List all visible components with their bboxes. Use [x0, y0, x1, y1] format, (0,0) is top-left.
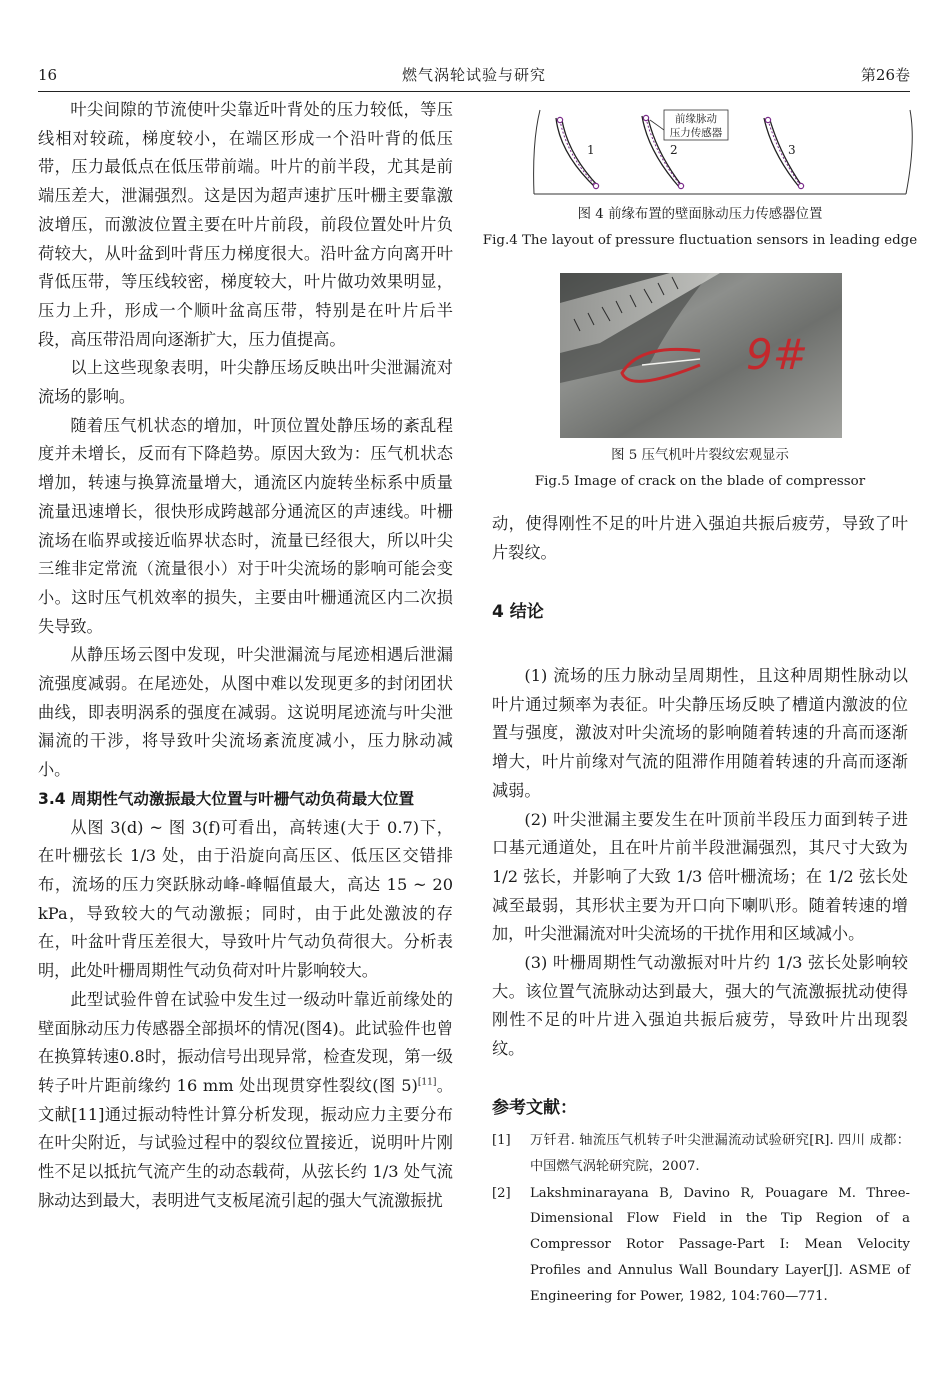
conclusions-list: [492, 662, 908, 1064]
left-column: [38, 96, 453, 1215]
figure-5-caption-cn: 图 5 压气机叶片裂纹宏观显示: [611, 448, 789, 463]
figure-4-caption-en: Fig.4 The layout of pressure fluctuation sensors in leading edge: [482, 233, 918, 248]
citation-superscript: [11]: [417, 1077, 437, 1088]
section-heading-conclusion: 4 结论: [492, 602, 544, 622]
paragraph-static-field-summary: 以上这些现象表明，叶尖静压场反映出叶尖泄漏流对流场的影响。: [38, 358, 453, 407]
paragraph-wake-interaction: 从静压场云图中发现，叶尖泄漏流与尾迹相遇后泄漏流强度减弱。在尾迹处，从图中难以发现更多的封闭团状曲线，即表明涡系的强度在减弱。这说明尾迹流与叶尖泄漏流的干涉，将导致叶尖流场紊流度减小，压力脉动减小。: [38, 645, 453, 780]
header-divider: [38, 91, 910, 92]
figure-4-sensor-layout: [530, 102, 918, 202]
reference-number: [2]: [492, 1185, 511, 1201]
right-column-continuation: [492, 510, 908, 567]
subsection-heading-3-4: 3.4 周期性气动激振最大位置与叶栅气动负荷最大位置: [38, 789, 415, 808]
figure-4-caption-cn: 图 4 前缘布置的壁面脉动压力传感器位置: [577, 207, 823, 222]
blade-label-3: 3: [788, 143, 796, 157]
sensor-point-2b: [678, 183, 683, 188]
blade-3-inner: [770, 120, 802, 186]
failure-text-b: 。文献[11]通过振动特性计算分析发现，振动应力主要分布在叶尖附近，与试验过程中的裂纹位置接近，说明叶片刚性不足以抵抗气流产生的动态载荷，从弦长约 1/3 处气流脉动达到最大，表明进气支板尾流引起的强大气流激振扰: [38, 1075, 453, 1210]
paragraph-periodic-excitation: 从图 3(d) ~ 图 3(f)可看出，高转速(大于 0.7)下，在叶栅弦长 1/3 处，由于沿旋向高压区、低压区交错排布，流场的压力突跃脉动峰-峰幅值最大，高达 15 ~ 20 kPa，导致较大的气动激振；同时，由于此处激波的存在，叶盆叶背压差很大，导致叶片气动负荷很大。分析表明，此处叶栅周期性气动负荷对叶片影响较大。: [38, 817, 453, 981]
sensor-point-1a: [557, 117, 562, 122]
conclusion-3: (3) 叶栅周期性气动激振对叶片约 1/3 弦长处影响较大。该位置气流脉动达到最大，强大的气流激振扰动使得刚性不足的叶片进入强迫共振后疲劳，导致叶片出现裂纹。: [492, 953, 908, 1059]
references-heading: 参考文献：: [492, 1098, 577, 1118]
figure-5-crack-photo: [560, 273, 842, 438]
sensor-point-3a: [765, 117, 770, 122]
blade-label-1: 1: [587, 143, 595, 157]
callout-line-2: 压力传感器: [669, 127, 723, 139]
casing-right-edge: [906, 110, 912, 194]
journal-title: 燃气涡轮试验与研究: [401, 66, 546, 84]
paragraph-continuation: 动，使得刚性不足的叶片进入强迫共振后疲劳，导致了叶片裂纹。: [492, 514, 908, 562]
conclusion-2: (2) 叶尖泄漏主要发生在叶顶前半段压力面到转子进口基元通道处，且在叶片前半段泄漏强烈，其尺寸大致为 1/2 弦长，并影响了大致 1/3 倍叶栅流场；在 1/2 弦长处减至最弱，其形状主要为开口向下喇叭形。随着转速的增加，叶尖泄漏流对叶尖流场的干扰作用和区域减小。: [492, 809, 908, 944]
reference-number: [1]: [492, 1133, 511, 1148]
callout-leader: [650, 120, 664, 130]
reference-text: 万钎君. 轴流压气机转子叶尖泄漏流动试验研究[R]. 四川 成都：中国燃气涡轮研究院，2007.: [530, 1133, 910, 1174]
conclusion-1: (1) 流场的压力脉动呈周期性，且这种周期性脉动以叶片通过频率为表征。叶尖静压场反映了槽道内激波的位置与强度，激波对叶尖流场的影响随着转速的升高而逐渐增大，叶片前缘对气流的阻滞作用随着转速的升高而逐渐减弱。: [492, 666, 908, 800]
volume-label: 第26卷: [860, 66, 910, 84]
references-list: [492, 1128, 910, 1311]
paragraph-test-failure: [38, 986, 453, 1216]
reference-item: [492, 1128, 910, 1180]
reference-text: Lakshminarayana B, Davino R, Pouagare M. Three-Dimensional Flow Field in the Tip Region of a Compressor Rotor Passage-Part I: Mean Velocity Profiles and Annulus Wall Boundary Layer[J]. ASME of Engineering for Power, 1982, 104:760—771.: [530, 1185, 910, 1304]
failure-text-a: 此型试验件曾在试验中发生过一级动叶靠近前缘处的壁面脉动压力传感器全部损坏的情况(图4)。此试验件也曾在换算转速0.8时，振动信号出现异常，检查发现，第一级转子叶片距前缘约 16 mm 处出现贯穿性裂纹(图 5): [38, 989, 453, 1095]
blade-number-marking: 9#: [746, 330, 808, 379]
blade-label-2: 2: [670, 143, 678, 157]
running-header: [38, 64, 910, 86]
paragraph-compressor-state: 随着压气机状态的增加，叶顶位置处静压场的紊乱程度并未增长，反而有下降趋势。原因大致为：压气机状态增加，转速与换算流量增大，通流区内旋转坐标系中质量流量迅速增长，很快形成跨越部分通流区的声速线。叶栅流场在临界或接近临界状态时，流量已经很大，所以叶尖三维非定常流（流量很小）对于叶尖流场的影响可能会变小。这时压气机效率的损失，主要由叶栅通流区内二次损失导致。: [38, 415, 453, 636]
figure-5-caption-en: Fig.5 Image of crack on the blade of compressor: [534, 474, 866, 489]
casing-left-edge: [534, 110, 540, 194]
callout-line-1: 前缘脉动: [675, 113, 717, 125]
sensor-point-1b: [593, 183, 598, 188]
page-number: 16: [38, 66, 58, 84]
paragraph-leakage-pressure: 叶尖间隙的节流使叶尖靠近叶背处的压力较低，等压线相对较疏，梯度较小，在端区形成一个沿叶背的低压带，压力最低点在低压带前端。叶片的前半段，尤其是前端压差大，泄漏强烈。这是因为超声速扩压叶栅主要靠激波增压，而激波位置主要在叶片前段，前段位置处叶片负荷较大，从叶盆到叶背压力梯度很大。沿叶盆方向离开叶背低压带，等压线较密，梯度较大，叶片做功效果明显，压力上升，形成一个顺叶盆高压带，特别是在叶片后半段，高压带沿周向逐渐扩大，压力值提高。: [38, 100, 453, 349]
reference-item: [492, 1181, 910, 1310]
sensor-point-3b: [798, 183, 803, 188]
sensor-point-2a: [643, 115, 648, 120]
